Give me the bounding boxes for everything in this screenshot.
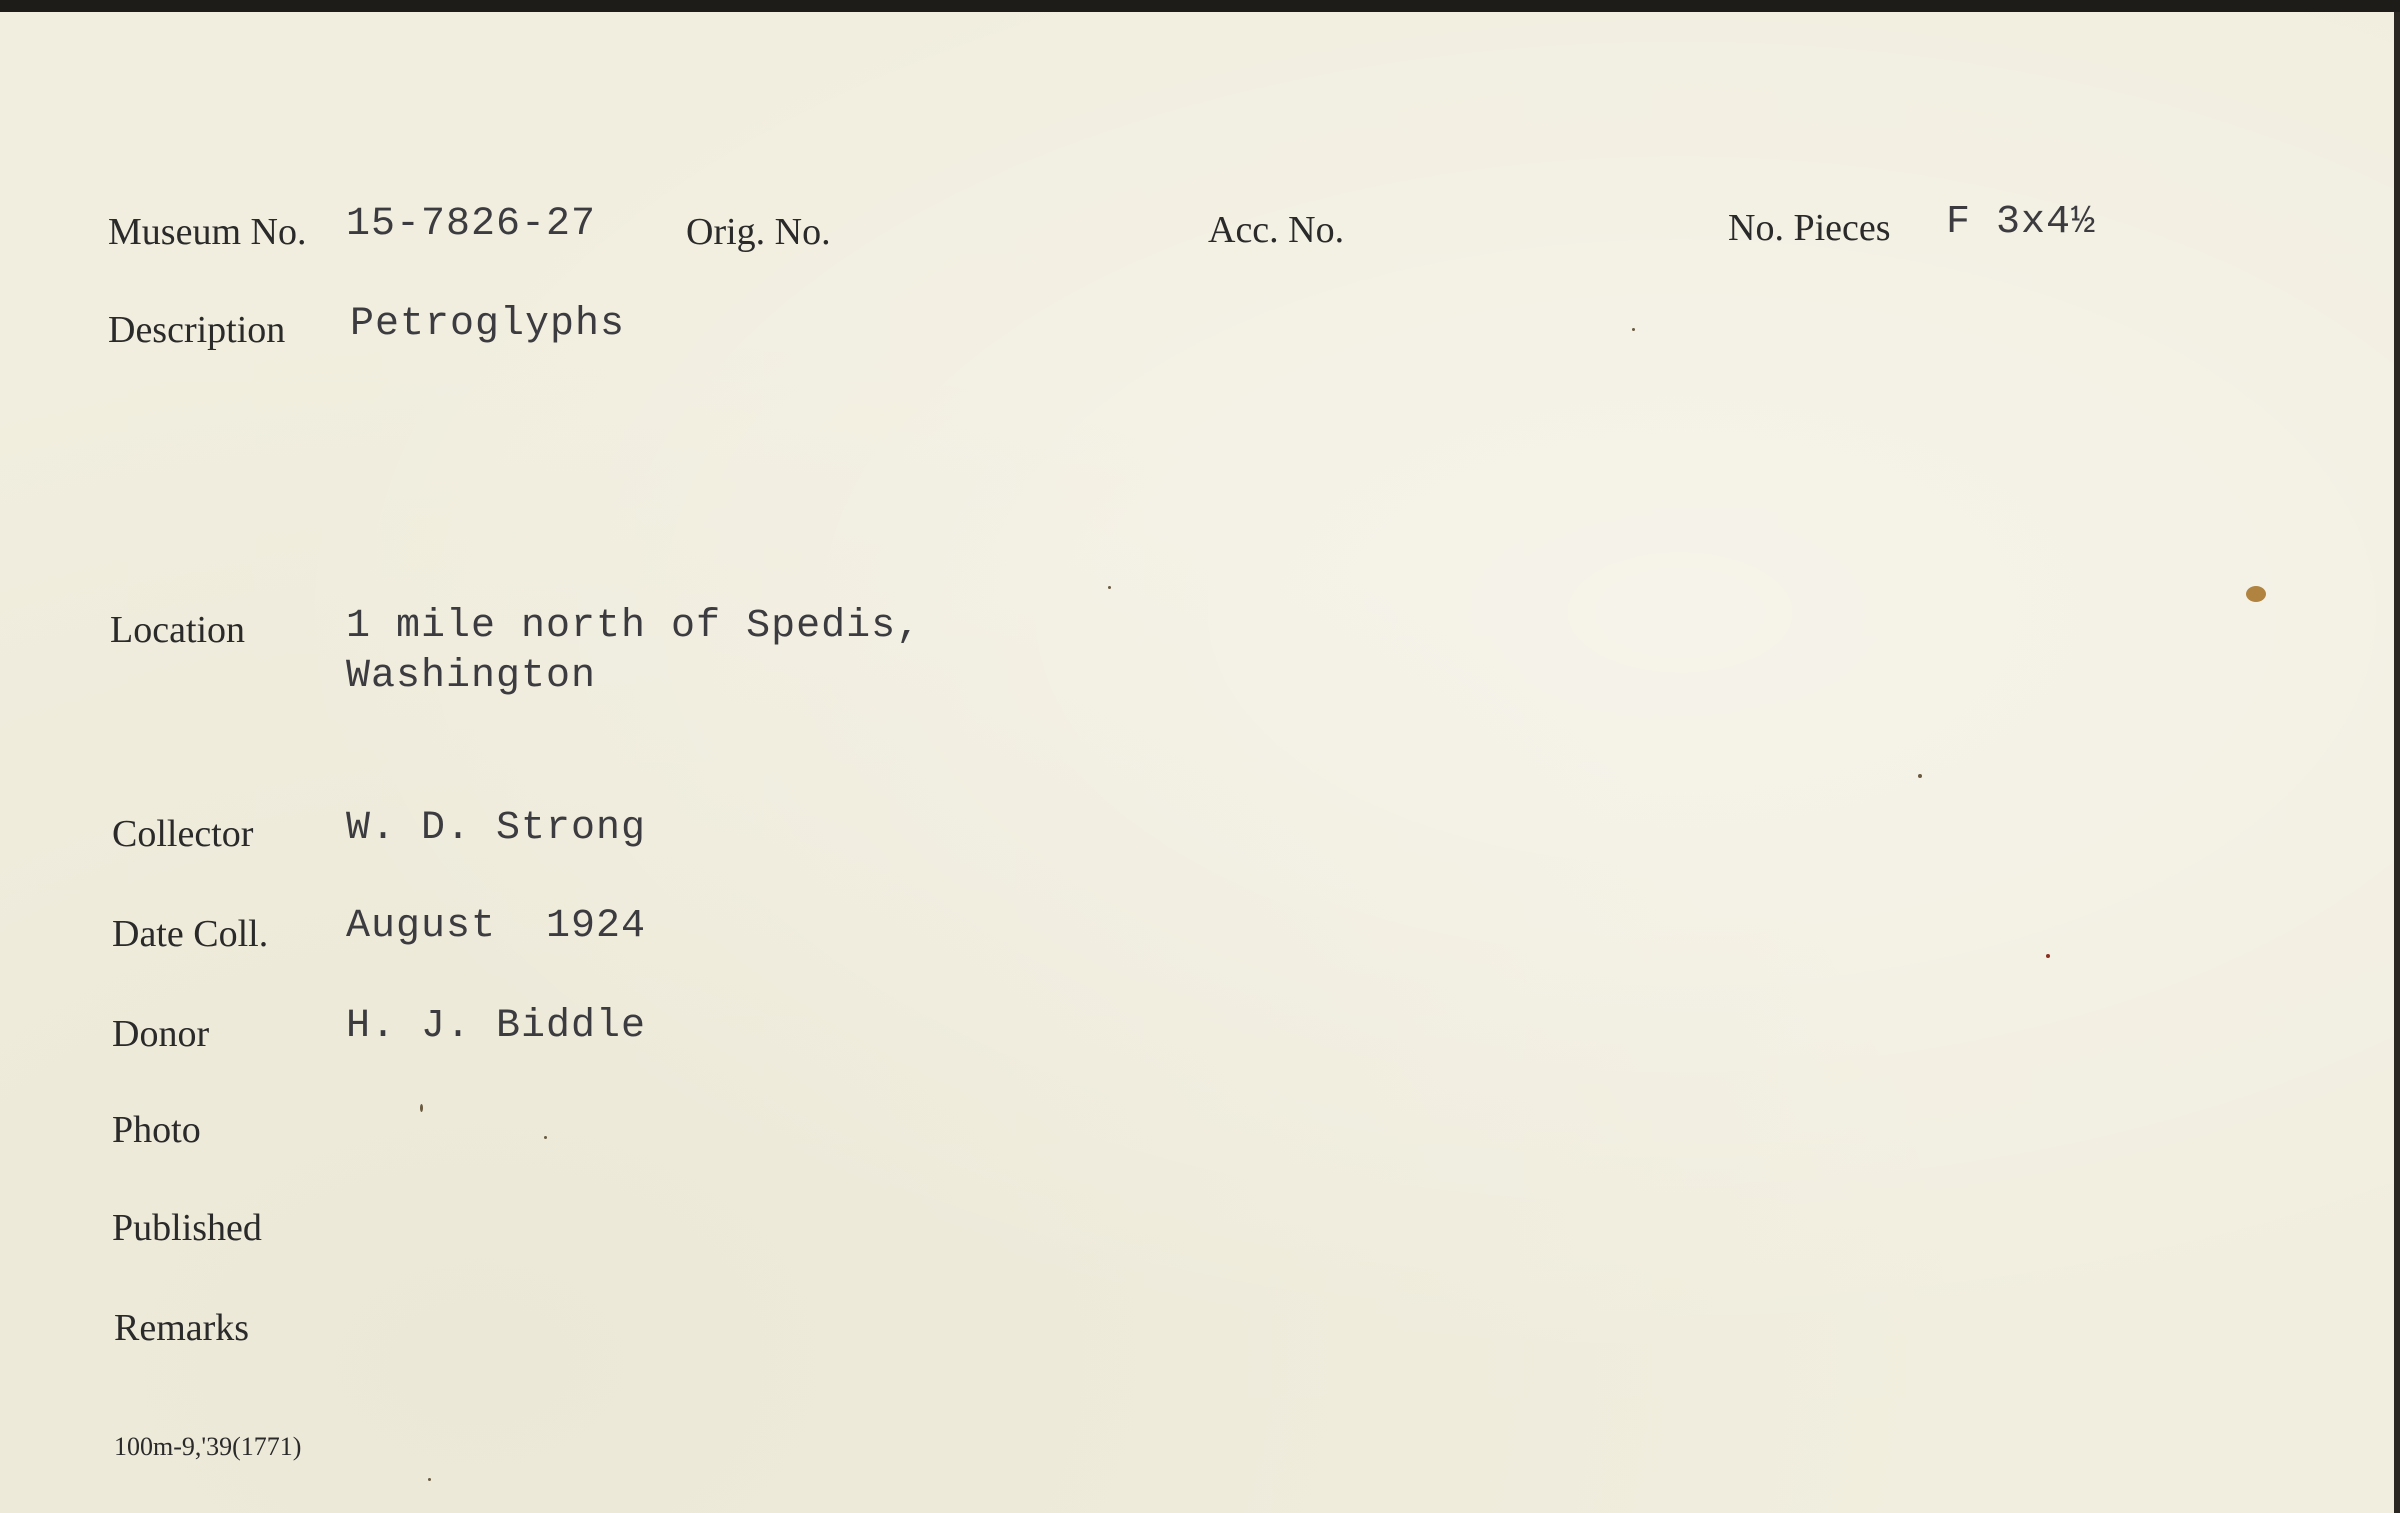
speck bbox=[1632, 328, 1635, 331]
stain-mark bbox=[2246, 586, 2266, 602]
published-label: Published bbox=[112, 1207, 262, 1249]
acc-no-label: Acc. No. bbox=[1208, 209, 1345, 251]
date-coll-value: August 1924 bbox=[346, 904, 647, 949]
orig-no-label: Orig. No. bbox=[686, 211, 831, 253]
speck bbox=[544, 1136, 547, 1139]
location-line-2: Washington bbox=[346, 654, 597, 699]
collector-label: Collector bbox=[112, 813, 254, 855]
remarks-label: Remarks bbox=[114, 1307, 250, 1349]
location-line-1: 1 mile north of Spedis, bbox=[346, 604, 922, 649]
collector-value: W. D. Strong bbox=[346, 806, 647, 851]
speck bbox=[1108, 586, 1111, 589]
description-label: Description bbox=[108, 309, 286, 351]
print-code: 100m-9,'39(1771) bbox=[114, 1432, 302, 1461]
description-value: Petroglyphs bbox=[350, 302, 626, 347]
donor-value: H. J. Biddle bbox=[346, 1004, 647, 1049]
museum-no-value: 15-7826-27 bbox=[346, 202, 597, 247]
no-pieces-value: F 3x4½ bbox=[1946, 200, 2097, 245]
date-coll-label: Date Coll. bbox=[112, 913, 269, 955]
speck bbox=[2046, 954, 2050, 958]
location-value bbox=[346, 602, 921, 702]
speck bbox=[420, 1104, 423, 1112]
location-label: Location bbox=[110, 609, 246, 651]
speck bbox=[428, 1478, 431, 1481]
photo-label: Photo bbox=[112, 1109, 201, 1151]
catalog-card bbox=[0, 12, 2400, 1513]
no-pieces-label: No. Pieces bbox=[1728, 207, 1891, 249]
donor-label: Donor bbox=[112, 1013, 210, 1055]
museum-no-label: Museum No. bbox=[108, 211, 307, 253]
speck bbox=[1918, 774, 1922, 778]
card-edge-shadow bbox=[2394, 12, 2400, 1513]
